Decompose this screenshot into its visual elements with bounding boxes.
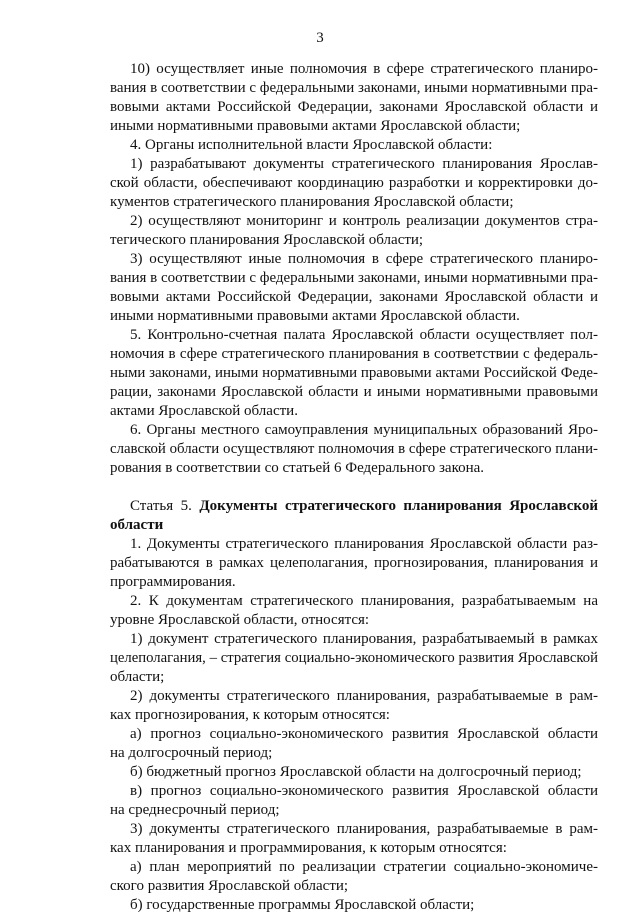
text-line: рации, законами Ярославской области и иными нормативными правовыми: [110, 384, 598, 400]
text-line: славской области осуществляют полномочия в сфере стратегического плани-: [110, 441, 598, 457]
text-line: на среднесрочный период;: [110, 802, 280, 818]
text-line: кументов стратегического планирования Ярославской области;: [110, 194, 514, 210]
text-line: ках планирования и программирования, к которым относятся:: [110, 840, 507, 856]
text-line: вания в соответствии с федеральными законами, иными нормативными пра-: [110, 80, 598, 96]
text-line: ской области, обеспечивают координацию разработки и корректировки до-: [110, 175, 598, 191]
text-line: 10) осуществляет иные полномочия в сфере стратегического планиро-: [130, 61, 598, 77]
text-line: 3) осуществляют иные полномочия в сфере стратегического планиро-: [130, 251, 598, 267]
article-title-line-2: области: [110, 517, 164, 533]
paragraphs-block-2: [110, 535, 598, 915]
text-line: иными нормативными правовыми актами Ярославской области;: [110, 118, 521, 134]
text-line: в) прогноз социально-экономического развития Ярославской области: [130, 783, 598, 799]
spacer: [110, 478, 598, 497]
text-line: ках прогнозирования, к которым относятся:: [110, 707, 390, 723]
text-line: 1. Документы стратегического планирования Ярославской области раз-: [130, 536, 598, 552]
article-heading: [110, 497, 598, 516]
text-line: 2) документы стратегического планирования, разрабатываемые в рам-: [130, 688, 598, 704]
text-line: на долгосрочный период;: [110, 745, 273, 761]
text-line: актами Ярославской области.: [110, 403, 298, 419]
page-number: 3: [316, 30, 324, 46]
paragraphs-block-1: [110, 60, 598, 478]
article-prefix: Статья 5.: [130, 498, 192, 514]
text-line: б) государственные программы Ярославской области;: [130, 897, 475, 913]
text-line: целеполагания, – стратегия социально-экономического развития Ярославской: [110, 650, 598, 666]
text-line: ными законами, иными нормативными правовыми актами Российской Феде-: [110, 365, 598, 381]
text-line: вания в соответствии с федеральными законами, иными нормативными пра-: [110, 270, 598, 286]
document-body: [110, 60, 598, 915]
text-line: ского развития Ярославской области;: [110, 878, 349, 894]
text-line: иными нормативными правовыми актами Ярославской области.: [110, 308, 520, 324]
text-line: области;: [110, 669, 165, 685]
article-title-line-1: Документы стратегического планирования Ярославской: [199, 498, 598, 514]
text-line: 2) осуществляют мониторинг и контроль реализации документов стра-: [130, 213, 598, 229]
text-line: 1) разрабатывают документы стратегического планирования Ярослав-: [130, 156, 598, 172]
text-line: 1) документ стратегического планирования, разрабатываемый в рамках: [130, 631, 598, 647]
text-line: 4. Органы исполнительной власти Ярославской области:: [130, 137, 493, 153]
text-line: а) прогноз социально-экономического развития Ярославской области: [130, 726, 598, 742]
text-line: тегического планирования Ярославской области;: [110, 232, 424, 248]
text-line: 5. Контрольно-счетная палата Ярославской области осуществляет пол-: [130, 327, 598, 343]
text-line: вовыми актами Российской Федерации, законами Ярославской области и: [110, 289, 598, 305]
text-line: рабатываются в рамках целеполагания, прогнозирования, планирования и: [110, 555, 598, 571]
text-line: номочия в сфере стратегического планирования в соответствии с федераль-: [110, 346, 598, 362]
text-line: 3) документы стратегического планирования, разрабатываемые в рам-: [130, 821, 598, 837]
text-line: 6. Органы местного самоуправления муниципальных образований Яро-: [130, 422, 598, 438]
text-line: б) бюджетный прогноз Ярославской области на долгосрочный период;: [130, 764, 582, 780]
text-line: а) план мероприятий по реализации стратегии социально-экономиче-: [130, 859, 598, 875]
text-line: вовыми актами Российской Федерации, законами Ярославской области и: [110, 99, 598, 115]
text-line: уровне Ярославской области, относятся:: [110, 612, 370, 628]
text-line: рования в соответствии со статьей 6 Федерального закона.: [110, 460, 485, 476]
text-line: программирования.: [110, 574, 236, 590]
text-line: 2. К документам стратегического планирования, разрабатываемым на: [130, 593, 598, 609]
article-heading-continued: [110, 516, 598, 535]
